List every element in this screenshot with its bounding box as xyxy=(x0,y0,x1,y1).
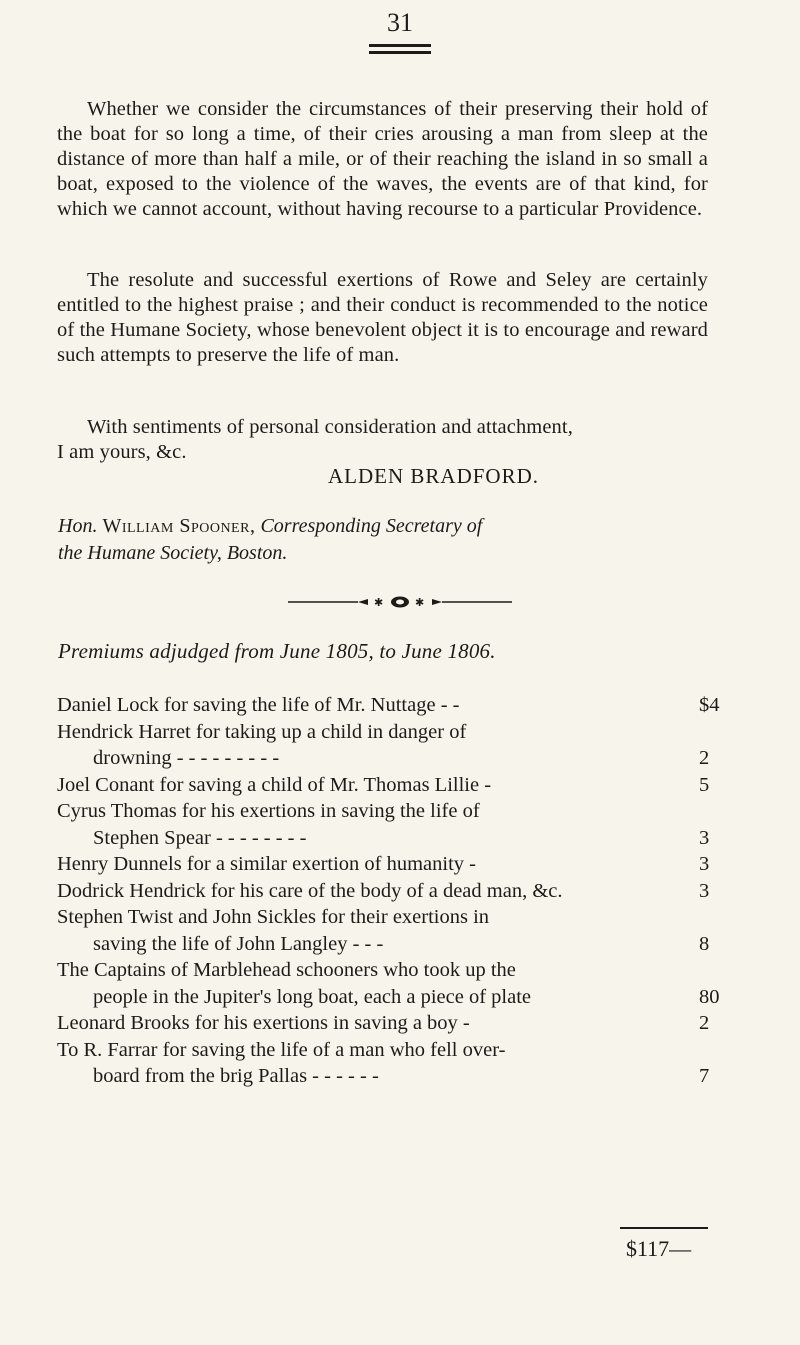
premium-entry-text: Henry Dunnels for a similar exertion of humanity - xyxy=(57,853,476,875)
premium-amount: 7 xyxy=(699,1065,710,1087)
closing-line-2: I am yours, &c. xyxy=(57,441,187,463)
premium-entry-text: Joel Conant for saving a child of Mr. Thomas Lillie - xyxy=(57,773,492,796)
premium-entry-text: Cyrus Thomas for his exertions in saving the life of xyxy=(57,800,480,822)
premium-entry-text: saving the life of John Langley - - - xyxy=(93,932,384,955)
premium-entry-text: Stephen Spear - - - - - - - - xyxy=(93,826,307,849)
premium-amount: 2 xyxy=(699,747,710,769)
premium-entry xyxy=(57,1037,729,1090)
premiums-title: Premiums adjudged from June 1805, to June 1806. xyxy=(58,639,496,663)
premium-entry xyxy=(57,904,729,957)
premium-entry xyxy=(57,772,729,799)
closing-salutation xyxy=(57,415,708,465)
premium-amount: 8 xyxy=(699,932,710,955)
total-rule xyxy=(620,1227,708,1229)
addressee-block xyxy=(58,513,708,567)
svg-text:✱: ✱ xyxy=(374,596,384,609)
premium-entry-text: drowning - - - - - - - - - xyxy=(93,747,280,769)
addressee-name: William Spooner, xyxy=(102,515,256,537)
premium-amount: $4 xyxy=(699,694,720,716)
premium-entry-text: The Captains of Marblehead schooners who took up the xyxy=(57,959,516,981)
premium-entry-text: Hendrick Harret for taking up a child in danger of xyxy=(57,720,467,743)
premium-entry-text: To R. Farrar for saving the life of a man who fell over- xyxy=(57,1038,506,1061)
header-rule-secondary xyxy=(369,51,431,54)
premium-entry-text: Leonard Brooks for his exertions in saving a boy - xyxy=(57,1012,470,1034)
premiums-list xyxy=(57,692,729,1090)
premium-entry-text: people in the Jupiter's long boat, each a piece of plate xyxy=(93,985,532,1008)
premium-entry xyxy=(57,798,729,851)
addressee-hon: Hon. xyxy=(58,515,98,537)
header-rule xyxy=(369,44,431,47)
signature-alden-bradford: ALDEN BRADFORD. xyxy=(328,464,540,488)
premium-entry xyxy=(57,692,729,719)
addressee-title-2: the Humane Society, Boston. xyxy=(58,542,288,564)
premium-entry xyxy=(57,851,729,878)
paragraph-providence: Whether we consider the circumstances of their preserving their hold of the boat for so long a time, of their cries arousing a man from sleep at the distance of more than half a mile, or of their reaching the island in so small a boat, exposed to the violence of the waves, the events are of that kind, for which we cannot account, without having recourse to a particular Providence. xyxy=(57,98,708,220)
premium-entry xyxy=(57,1010,729,1037)
page-number: 31 xyxy=(387,8,413,37)
premium-amount: 5 xyxy=(699,773,710,796)
premium-entry-text: board from the brig Pallas - - - - - - xyxy=(93,1065,379,1087)
premium-amount: 3 xyxy=(699,826,710,849)
premiums-total: $117— xyxy=(626,1236,692,1261)
premium-amount: 3 xyxy=(699,853,710,875)
premium-entry xyxy=(57,957,729,1010)
paragraph-rowe-seley: The resolute and successful exertions of Rowe and Seley are certainly entitled to the highest praise ; and their conduct is recommended to the notice of the Humane Society, whose benevolent object it is to encourage and reward such attempts to preserve the life of man. xyxy=(57,269,708,366)
premium-entry-text: Stephen Twist and John Sickles for their exertions in xyxy=(57,906,490,928)
premium-entry xyxy=(57,878,729,905)
premium-entry-text: Dodrick Hendrick for his care of the body of a dead man, &c. xyxy=(57,879,563,902)
closing-line-1: With sentiments of personal consideration and attachment, xyxy=(87,416,573,438)
premium-entry xyxy=(57,719,729,772)
premium-amount: 80 xyxy=(699,985,720,1008)
section-divider-ornament xyxy=(288,595,512,609)
addressee-title-1: Corresponding Secretary of xyxy=(260,515,483,537)
svg-text:✱: ✱ xyxy=(415,596,425,609)
premium-entry-text: Daniel Lock for saving the life of Mr. Nuttage - - xyxy=(57,694,460,716)
premium-amount: 2 xyxy=(699,1012,710,1034)
premium-amount: 3 xyxy=(699,879,710,902)
